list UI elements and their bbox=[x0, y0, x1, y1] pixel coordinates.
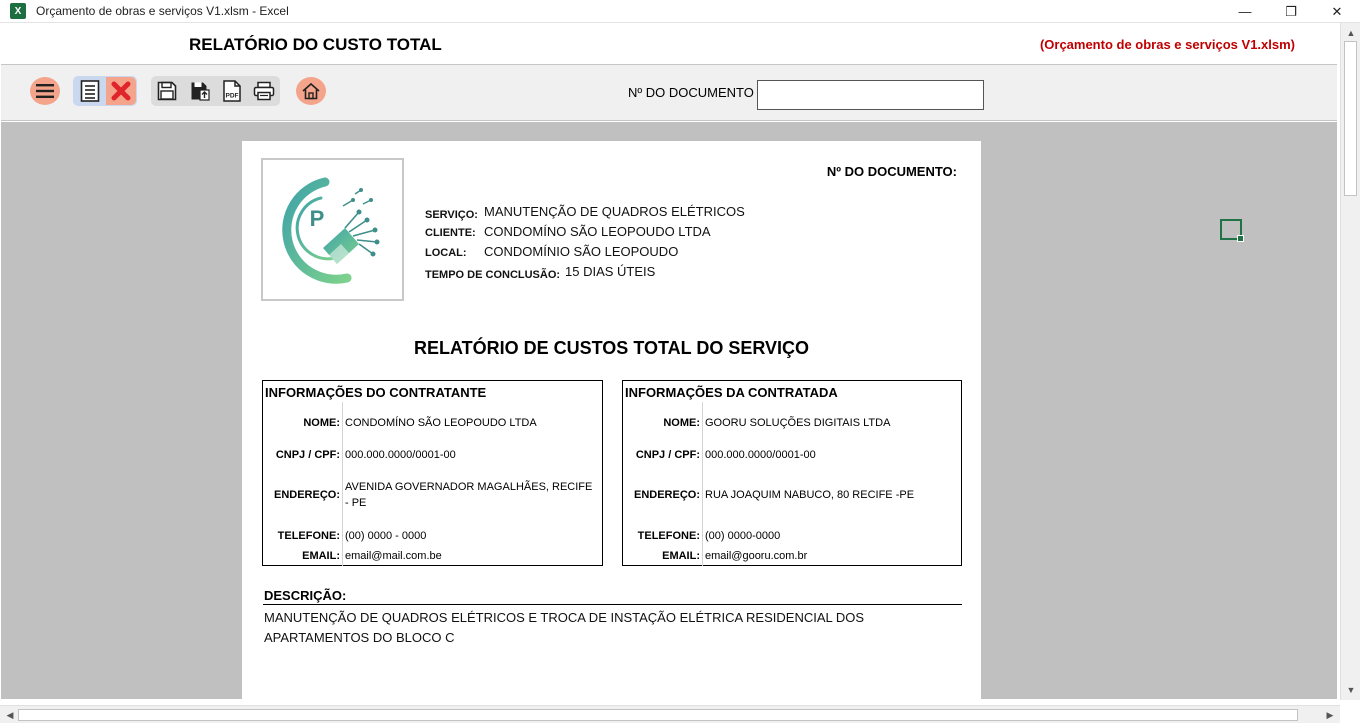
home-button[interactable] bbox=[296, 77, 326, 105]
vertical-scrollbar[interactable] bbox=[1340, 23, 1360, 700]
menu-button[interactable] bbox=[30, 77, 60, 105]
contracted-email-value: email@gooru.com.br bbox=[705, 550, 808, 562]
minimize-button[interactable]: — bbox=[1238, 4, 1252, 19]
window-title: Orçamento de obras e serviços V1.xlsm - Excel bbox=[36, 4, 289, 18]
svg-text:P: P bbox=[309, 206, 325, 231]
location-label: LOCAL: bbox=[425, 247, 467, 259]
service-value: MANUTENÇÃO DE QUADROS ELÉTRICOS bbox=[484, 204, 745, 219]
contracted-phone-label: TELEFONE: bbox=[637, 530, 700, 542]
close-window-button[interactable]: ✕ bbox=[1331, 3, 1343, 19]
description-divider bbox=[263, 604, 962, 605]
page-title: RELATÓRIO DO CUSTO TOTAL bbox=[189, 35, 442, 54]
view-document-button[interactable] bbox=[75, 77, 105, 105]
document-list-icon bbox=[80, 80, 100, 102]
contracted-address-value: RUA JOAQUIM NABUCO, 80 RECIFE -PE bbox=[705, 489, 915, 501]
svg-text:PDF: PDF bbox=[225, 92, 239, 100]
contracted-info-card bbox=[622, 380, 962, 566]
client-label: CLIENTE: bbox=[425, 227, 476, 239]
floppy-disk-icon bbox=[157, 81, 177, 101]
card-divider bbox=[342, 402, 343, 566]
contracted-cnpj-value: 000.000.0000/0001-00 bbox=[705, 449, 816, 461]
service-label: SERVIÇO: bbox=[425, 209, 478, 221]
contracted-phone-value: (00) 0000-0000 bbox=[705, 530, 781, 542]
title-bar bbox=[0, 0, 1360, 23]
toolbar bbox=[1, 65, 1337, 121]
contractor-name-label: NOME: bbox=[303, 417, 340, 429]
doc-number-input[interactable] bbox=[757, 80, 984, 110]
save-upload-icon bbox=[190, 81, 210, 101]
pdf-file-icon bbox=[222, 80, 242, 102]
contractor-cnpj-value: 000.000.0000/0001-00 bbox=[345, 449, 456, 461]
contractor-address-label: ENDEREÇO: bbox=[273, 489, 340, 501]
scroll-up-arrow-icon[interactable]: ▲ bbox=[1346, 28, 1356, 38]
time-value: 15 DIAS ÚTEIS bbox=[565, 264, 656, 279]
delete-button[interactable] bbox=[106, 77, 136, 105]
doc-number-label: Nº DO DOCUMENTO bbox=[628, 85, 754, 100]
contractor-phone-value: (00) 0000 - 0000 bbox=[345, 530, 427, 542]
printer-icon bbox=[253, 81, 275, 101]
worksheet-area bbox=[1, 122, 1337, 699]
horizontal-scroll-thumb[interactable] bbox=[18, 709, 1298, 721]
report-page bbox=[242, 141, 981, 699]
contractor-cnpj-label: CNPJ / CPF: bbox=[275, 449, 340, 461]
excel-logo-icon: X bbox=[10, 3, 26, 19]
scroll-right-arrow-icon[interactable]: ▶ bbox=[1326, 710, 1334, 720]
contracted-address-label: ENDEREÇO: bbox=[633, 489, 700, 501]
file-name-label: (Orçamento de obras e serviços V1.xlsm) bbox=[1039, 37, 1295, 52]
hamburger-icon bbox=[36, 84, 54, 98]
scroll-left-arrow-icon[interactable]: ◀ bbox=[6, 710, 14, 720]
description-text: MANUTENÇÃO DE QUADROS ELÉTRICOS E TROCA DE INSTAÇÃO ELÉTRICA RESIDENCIAL DOS APARTAMENTOS DO BLOCO C bbox=[264, 610, 865, 645]
delete-x-icon bbox=[111, 81, 131, 101]
contracted-cnpj-label: CNPJ / CPF: bbox=[635, 449, 700, 461]
vertical-scroll-thumb[interactable] bbox=[1344, 41, 1357, 196]
save-button[interactable] bbox=[152, 77, 182, 105]
time-label: TEMPO DE CONCLUSÃO: bbox=[425, 269, 561, 281]
selected-cell[interactable] bbox=[1220, 219, 1242, 240]
scroll-down-arrow-icon[interactable]: ▼ bbox=[1346, 685, 1356, 695]
contractor-card-title: INFORMAÇÕES DO CONTRATANTE bbox=[265, 385, 487, 400]
report-heading: RELATÓRIO DE CUSTOS TOTAL DO SERVIÇO bbox=[413, 338, 810, 358]
card-divider bbox=[702, 402, 703, 566]
plug-logo-icon bbox=[263, 160, 402, 299]
window-controls bbox=[1222, 0, 1360, 23]
report-header bbox=[1, 23, 1337, 65]
contractor-name-value: CONDOMÍNO SÃO LEOPOUDO LTDA bbox=[345, 417, 537, 429]
contractor-phone-label: TELEFONE: bbox=[277, 530, 340, 542]
contractor-email-label: EMAIL: bbox=[302, 550, 340, 562]
export-pdf-button[interactable] bbox=[217, 77, 247, 105]
contracted-email-label: EMAIL: bbox=[662, 550, 700, 562]
print-button[interactable] bbox=[249, 77, 279, 105]
restore-button[interactable]: ❐ bbox=[1285, 3, 1297, 19]
contracted-card-title: INFORMAÇÕES DA CONTRATADA bbox=[625, 385, 838, 400]
client-value: CONDOMÍNO SÃO LEOPOUDO LTDA bbox=[484, 224, 711, 239]
location-value: CONDOMÍNIO SÃO LEOPOUDO bbox=[484, 244, 679, 259]
company-logo bbox=[261, 158, 404, 301]
contractor-info-card bbox=[262, 380, 603, 566]
save-export-button[interactable] bbox=[185, 77, 215, 105]
contractor-email-value: email@mail.com.be bbox=[345, 550, 442, 562]
description-label: DESCRIÇÃO: bbox=[264, 588, 347, 603]
contractor-address-value: AVENIDA GOVERNADOR MAGALHÃES, RECIFE - PE bbox=[345, 481, 593, 509]
contracted-name-value: GOORU SOLUÇÕES DIGITAIS LTDA bbox=[705, 417, 891, 429]
sheet-doc-number-label: Nº DO DOCUMENTO: bbox=[826, 164, 957, 179]
horizontal-scrollbar[interactable] bbox=[0, 705, 1340, 723]
home-icon bbox=[301, 82, 321, 100]
contracted-name-label: NOME: bbox=[663, 417, 700, 429]
